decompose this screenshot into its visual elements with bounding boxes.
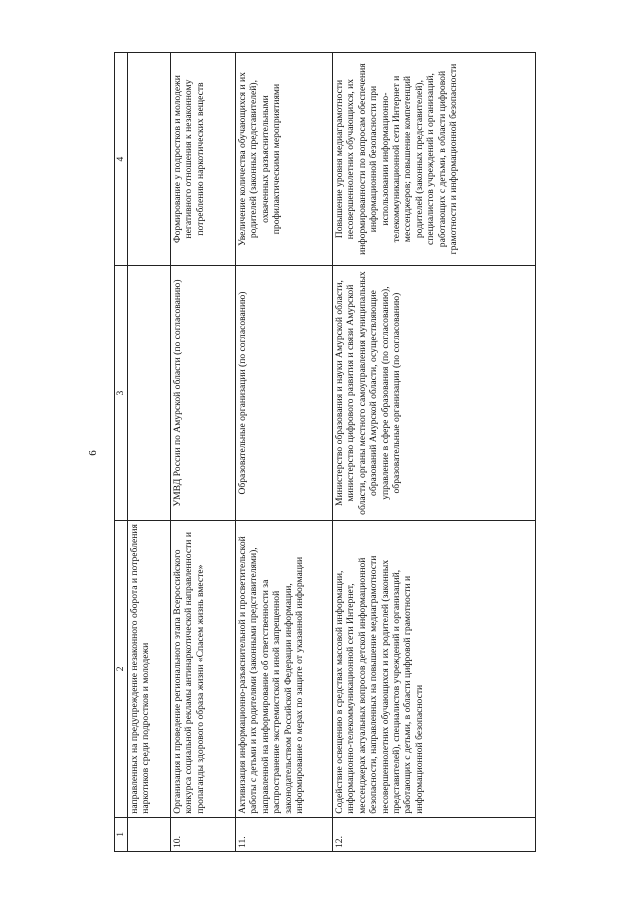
header-col-2: 2 bbox=[115, 521, 128, 818]
table-header-row bbox=[115, 53, 128, 852]
row-number: 10. bbox=[171, 817, 236, 851]
rotated-page bbox=[114, 52, 534, 852]
row-number bbox=[128, 817, 171, 851]
page-number: 6 bbox=[87, 450, 99, 456]
header-col-1: 1 bbox=[115, 817, 128, 851]
executor-cell: Образовательные организации (по согласованию) bbox=[236, 266, 333, 521]
result-cell bbox=[128, 53, 171, 266]
event-cell: направленных на предупреждение незаконного оборота и потребления наркотиков среди подростков и молодежи bbox=[128, 521, 171, 818]
header-col-3: 3 bbox=[115, 266, 128, 521]
executor-cell: Министерство образования и науки Амурской области, министерство цифрового развития и связи Амурской области, органы местного самоуправления муниципальных образований Амурской области, осуществляющие управление в сфере образования (по согласованию), образовательные организации (по согласованию) bbox=[333, 266, 536, 521]
executor-cell bbox=[128, 266, 171, 521]
result-cell: Увеличение количества обучающихся и их родителей (законных представителей), охваченных разъяснительными профилактическими мероприятиями bbox=[236, 53, 333, 266]
table-row bbox=[128, 53, 171, 852]
result-cell: Формирование у подростков и молодежи негативного отношения к незаконному потреблению наркотических веществ bbox=[171, 53, 236, 266]
row-number: 12. bbox=[333, 817, 536, 851]
events-table bbox=[114, 52, 536, 852]
event-cell: Содействие освещению в средствах массовой информации, информационно-телекоммуникационной сети Интернет, мессенджерах актуальных вопросов детской информационной безопасности, направленных на повышение медиаграмотности несовершеннолетних обучающихся и их родителей (законных представителей), специалистов учреждений и организаций, работающих с детьми, в области цифровой грамотности и информационной безопасности bbox=[333, 521, 536, 818]
event-cell: Организация и проведение регионального этапа Всероссийского конкурса социальной рекламы антинаркотической направленности и пропаганды здорового образа жизни «Спасем жизнь вместе» bbox=[171, 521, 236, 818]
table-row bbox=[333, 53, 536, 852]
table-row bbox=[171, 53, 236, 852]
row-number: 11. bbox=[236, 817, 333, 851]
table-container bbox=[114, 52, 534, 852]
table-row bbox=[236, 53, 333, 852]
result-cell: Повышение уровня медиаграмотности несовершеннолетних обучающихся, их информированности по вопросам обеспечения информационной безопасности при использовании информационно-телекоммуникационной сети Интернет и мессенджеров; повышение компетенций родителей (законных представителей), специалистов учреждений и организаций, работающих с детьми, в области цифровой грамотности и информационной безопасности bbox=[333, 53, 536, 266]
event-cell: Активизация информационно-разъяснительной и просветительской работы с детьми и их родителями (законными представителями), направленной на информирование об ответственности за распространение экстремистской и иной запрещенной законодательством Российской Федерации информации, информирование о мерах по защите от указанной информации bbox=[236, 521, 333, 818]
header-col-4: 4 bbox=[115, 53, 128, 266]
executor-cell: УМВД России по Амурской области (по согласованию) bbox=[171, 266, 236, 521]
